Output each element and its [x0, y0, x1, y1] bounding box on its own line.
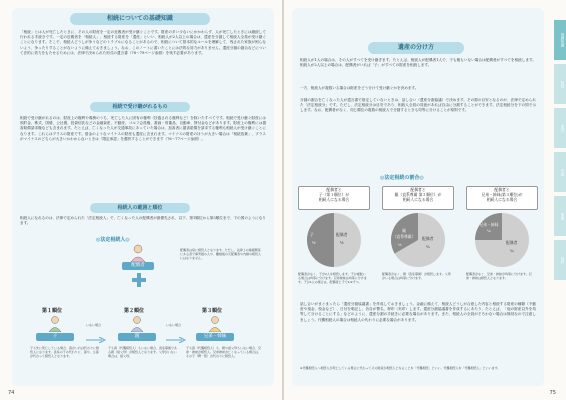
- right-page: [284, 0, 566, 400]
- inherited-text: 相続で受け継がれるのは、財産上の権利や義務のうち、死亡した人に固有の権利（扶養される権利など）を除いたすべてです。相続で受け継ぐ財産には預貯金、株式、国債、公社債、投資信託などの金融資産、不動産、ゴルフ会員権、書画・骨董品、自動車、貸付金などがあります。財産上の権利には損害賠償請求権なども含まれます。たとえば、亡くなった人が交通事故にあっていた場合は、加害者に損害賠償を請求する権利も相続人が受け継ぐことになります。これらはプラスの財産です。借金のようなマイナスの財産も遺産に含まれます。マイナスの財産のほうが大きい場合は「相続放棄」、プラスがマイナスのどちらが大きいかわからないときは「限定承認」を選択することができます（76〜77ページ参照）。: [20, 116, 266, 141]
- rank-1-label: 第１順位: [42, 308, 63, 314]
- page-title: 相続についての基礎知識: [70, 13, 210, 25]
- arrow-right-icon: [86, 328, 106, 347]
- diagram-title: ◎法定相続人◎: [96, 237, 130, 243]
- parent-label: 親: [118, 333, 156, 341]
- intro-text: 「相続」とは人が死亡したときに、その人の財産を一定の近親者が受け継ぐことです。財産の多い少ないにかかわらず、人が死亡したときには継続して行われる手続きです。一定の近親者を「相続人」、相続する財産を「遺産」といい、相続人が2人以上の場合は、遺産を分割して相続人全員が受け継ぐことになります。そこで、相続人どうしが争うなどのトラブルになることがあるので、相続について基本的なルールを理解して、残された家族が困らないよう、争ったりすることがないように備えておきましょう。なお、このノートに書いたことには法的な効力がありません。遺産分割の割合などについて法的に効力をもたせるためには、法律で決められた形式の遺言書（78〜79ページ参照）を残す必要があります。: [20, 30, 266, 55]
- pie3-segment-b-value: ¾: [510, 248, 514, 253]
- pie-chart-spouse-sibling: [474, 212, 530, 268]
- arrow-note-1: いない場合: [86, 323, 102, 327]
- arrow-note-2: いない場合: [166, 323, 182, 327]
- case-3-caption: 配偶者がなく、兄弟・姉妹が均等に分けます。兄弟・姉妹は相続人となります。: [466, 272, 532, 281]
- side-tab-2[interactable]: 相続: [554, 64, 566, 104]
- side-tab-6[interactable]: 資料: [554, 240, 566, 280]
- page-number: 74: [8, 390, 15, 396]
- sibling-label: 兄弟・姉妹: [196, 333, 234, 341]
- pie1-segment-b-value: ½: [340, 240, 344, 245]
- heirs-text: 相続人になれるのは、法律で定められた「法定相続人」で、亡くなった人の配偶者が最優先され、以下、第1順位から第3順位まで、下の図のようになります。: [20, 216, 266, 226]
- pie1-segment-b-label: 配偶者: [336, 232, 348, 237]
- footnote: ※代襲相続人へ相続人が死亡している場合に代わってその財産が相続人となることを「代襲相続」といい、代襲相続人を「代襲相続人」といいます。: [300, 366, 501, 370]
- rank-3-label: 第３順位: [202, 308, 223, 314]
- side-tab-1[interactable]: 基礎知識: [554, 20, 566, 60]
- section-heading-heirs: 相続人の範囲と順位: [90, 203, 190, 213]
- rank-2-note: 子も孫（代襲相続人）もいない場合、直系尊属である親（祖父母）が相続人となります。父母がいない場合は、祖父母。: [108, 346, 178, 359]
- pie1-segment-a-value: ½: [312, 240, 316, 245]
- paragraph-3: 分割の割合を亡くなった人が遺言書で指定していないときは、話し合い（遺産分割協議）で決めます。その際の目安となるのが、法律で定められた「法定相続分」です。ただし、法定相続分は目安であり、相続人全員の同意があれば自由に分割することができます。法定相続分を下の図で示します。なお、配偶者がなく、同じ順位の複数の相続人で分割するときも均等に分けることが原則です。: [300, 98, 536, 113]
- pie3-segment-b-label: 配偶者: [506, 240, 518, 245]
- pie2-segment-b-value: ⅔: [426, 244, 430, 249]
- side-tab-3[interactable]: 遺言: [554, 108, 566, 148]
- pie2-segment-b-label: 配偶者: [422, 236, 434, 241]
- diagram-title: ◎法定相続の割合◎: [380, 175, 424, 181]
- paragraph-4: 話し合いがまとまったら「遺産分割協議書」を作成しておきましょう。金融に備えて、相続人どうしが合意した内容と相続する財産の種類（不動産や預金、預金など）、日付を明記し、各自が署名、押印（実印）します。遺産分割協議書を作成するにあたり、たとえば、「他の財産以外を均等して分けることにする」などのように、遺産分割の手続きに必要な場合があります。また、相続人の全員がそろわない場合は無効なので注意しましょう。代襲相続人の場合は相続人の代わりに必要な場合があります。: [300, 302, 536, 322]
- case-1-title: 配偶者と 子（第１順位）が 相続人になる場合: [298, 186, 370, 210]
- plus-icon: [132, 272, 146, 291]
- pie3-segment-a-value: ¼: [487, 228, 491, 233]
- case-2-caption: 配偶者がなく、親（直系尊属）が相続します。父母がいる場合は均等に分けます。: [382, 272, 451, 281]
- paragraph-1: 相続人が1人の場合は、その人がすべてを受け継ぎます。たとえば、相続人が配偶者1人で、子も親もいない場合は配偶者がすべてを相続します。相続人が2人以上の場合は、配偶者がいれば「子」がすべての財産を相続します。: [300, 58, 536, 68]
- paragraph-2: 一方、相続人が複数いる場合は財産をどう分けて受け継ぐかを決めます。: [300, 86, 419, 90]
- case-1-caption: 配偶者がなく、子が2人を相続します。子が複数いる場合は均等に分けます。兄弟姉妹は均等に分けます。子が1人の場合は、配偶者と子で1/2ずつ。: [298, 272, 367, 285]
- case-3-title: 配偶者と 兄弟・姉妹(第３順位)が 相続人になる場合: [466, 186, 538, 210]
- rank-3-note: 子も孫（代襲相続人）も、親や祖父母もいない場合、兄弟・姉妹が相続人。兄弟姉妹が亡くなっている場合は、その子（甥・姪）が代わりに相続人。: [186, 346, 262, 359]
- rank-2-label: 第２順位: [124, 308, 145, 314]
- pie3-segment-a-label: 兄弟・姉妹: [479, 222, 499, 227]
- pie2-segment-a-value: ⅓: [398, 242, 402, 247]
- side-tab-5[interactable]: 葬儀: [554, 196, 566, 236]
- side-tab-4[interactable]: 介護: [554, 152, 566, 192]
- section-heading-inherited: 相続で受け継がれるもの: [90, 102, 190, 112]
- pie-chart-spouse-parent: [390, 212, 446, 268]
- child-label: 子: [36, 333, 74, 341]
- case-2-title: 配偶者と 親（直系尊属 第２順位）が 相続人になる場合: [382, 186, 454, 210]
- page-number: 75: [549, 390, 556, 396]
- left-page: [0, 0, 282, 400]
- arrow-right-icon: [166, 328, 186, 347]
- rank-1-note: 子も先に死亡している場合、孫がいれば代わりに相続人になります。直系の子の代わりに、孫や、ひ孫が代わって相続人となります。: [30, 346, 100, 359]
- spouse-label: 配偶者: [122, 262, 154, 270]
- pie2-segment-a-label: 親 （直系尊属）: [392, 228, 416, 239]
- spouse-note: 配偶者は常に相続人となります。ただし、法律上の婚姻関係にある者で事実婚の人や、離婚後の元配偶者や内縁の相続人にはなりません。: [180, 248, 261, 261]
- page-title: 遺産の分け方: [368, 42, 464, 54]
- pie1-segment-a-label: 子: [310, 232, 314, 237]
